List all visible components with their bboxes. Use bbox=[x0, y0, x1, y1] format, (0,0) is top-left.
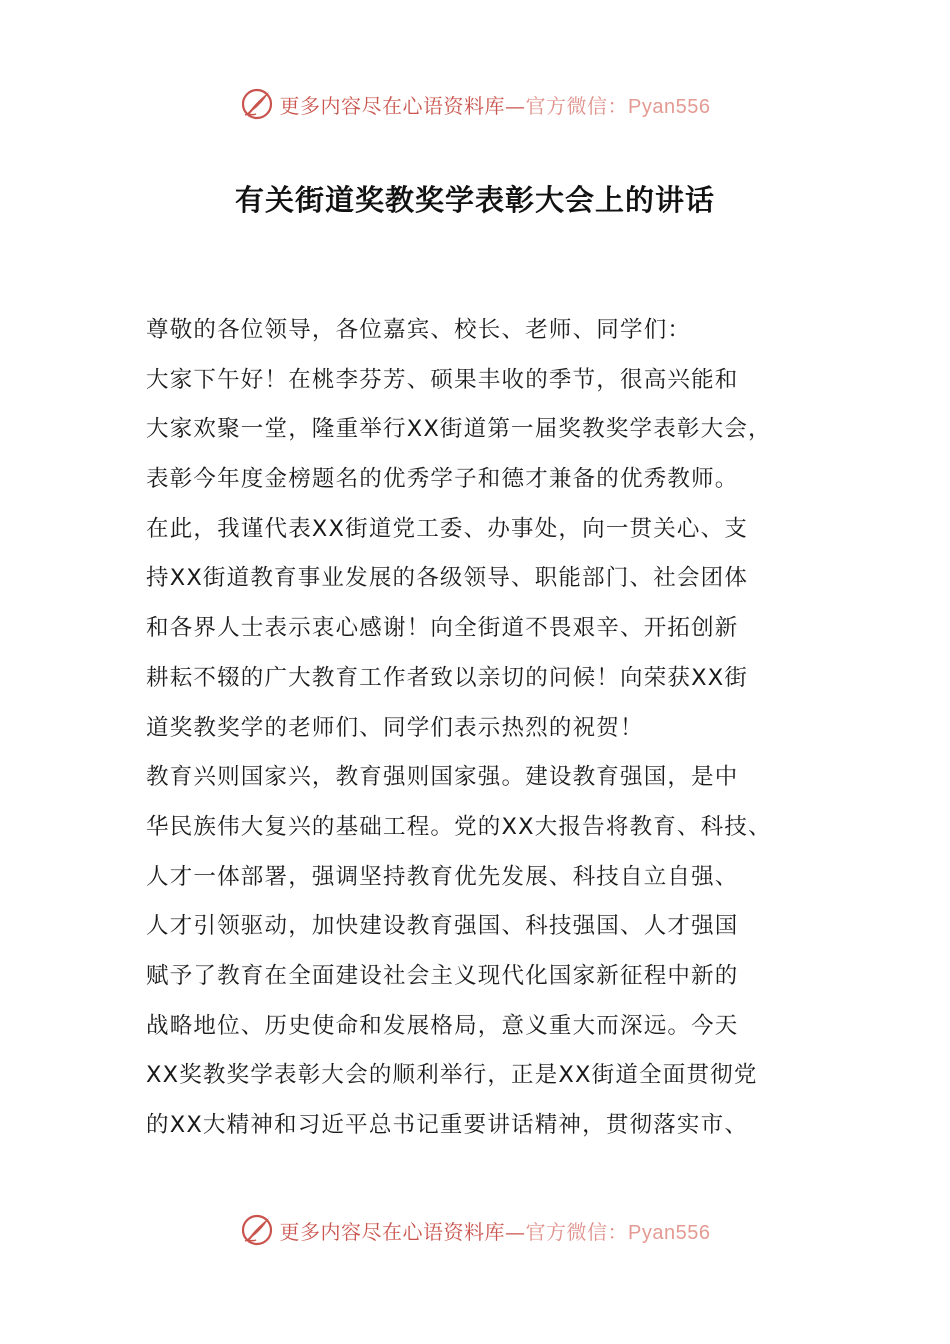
watermark-official: 官方微信： bbox=[525, 1219, 629, 1244]
quill-pen-logo-icon bbox=[240, 1213, 274, 1247]
watermark-dash: — bbox=[505, 1219, 526, 1244]
body-line: 大家欢聚一堂，隆重举行XX街道第一届奖教奖学表彰大会， bbox=[146, 416, 772, 443]
document-title: 有关街道奖教奖学表彰大会上的讲话 bbox=[234, 183, 715, 217]
body-line: 人才引领驱动，加快建设教育强国、科技强国、人才强国 bbox=[146, 913, 739, 940]
footer-watermark bbox=[0, 1210, 950, 1250]
body-line: 表彰今年度金榜题名的优秀学子和德才兼备的优秀教师。 bbox=[146, 466, 739, 493]
body-line: 在此，我谨代表XX街道党工委、办事处，向一贯关心、支 bbox=[146, 515, 749, 542]
body-line: 大家下午好！在桃李芬芳、硕果丰收的季节，很高兴能和 bbox=[146, 366, 739, 393]
body-line: XX奖教奖学表彰大会的顺利举行，正是XX街道全面贯彻党 bbox=[146, 1062, 758, 1089]
body-line: 人才一体部署，强调坚持教育优先发展、科技自立自强、 bbox=[146, 863, 739, 890]
body-line: 教育兴则国家兴，教育强则国家强。建设教育强国，是中 bbox=[146, 764, 739, 791]
body-line: 尊敬的各位领导，各位嘉宾、校长、老师、同学们： bbox=[146, 317, 692, 343]
watermark-wechat-id: Pyan556 bbox=[628, 1221, 711, 1244]
watermark-wechat-id: Pyan556 bbox=[628, 95, 711, 118]
watermark-official: 官方微信： bbox=[525, 93, 629, 118]
body-line: 赋予了教育在全面建设社会主义现代化国家新征程中新的 bbox=[146, 962, 739, 989]
body-line: 耕耘不辍的广大教育工作者致以亲切的问候！向荣获XX街 bbox=[146, 664, 749, 691]
watermark-text bbox=[280, 90, 711, 119]
body-line: 和各界人士表示衷心感谢！向全街道不畏艰辛、开拓创新 bbox=[146, 615, 739, 642]
watermark-main: 更多内容尽在心语资料库 bbox=[279, 1219, 506, 1244]
watermark-dash: — bbox=[505, 93, 526, 118]
watermark-text bbox=[280, 1216, 711, 1245]
body-line: 战略地位、历史使命和发展格局，意义重大而深远。今天 bbox=[146, 1012, 739, 1039]
watermark-main: 更多内容尽在心语资料库 bbox=[279, 93, 506, 118]
header-watermark bbox=[0, 84, 950, 124]
body-line: 道奖教奖学的老师们、同学们表示热烈的祝贺！ bbox=[146, 714, 644, 741]
quill-pen-logo-icon bbox=[240, 87, 274, 121]
body-line: 华民族伟大复兴的基础工程。党的XX大报告将教育、科技、 bbox=[146, 813, 772, 840]
body-line: 持XX街道教育事业发展的各级领导、职能部门、社会团体 bbox=[146, 565, 749, 592]
document-body bbox=[146, 306, 836, 1151]
body-line: 的XX大精神和习近平总书记重要讲话精神，贯彻落实市、 bbox=[146, 1112, 749, 1138]
